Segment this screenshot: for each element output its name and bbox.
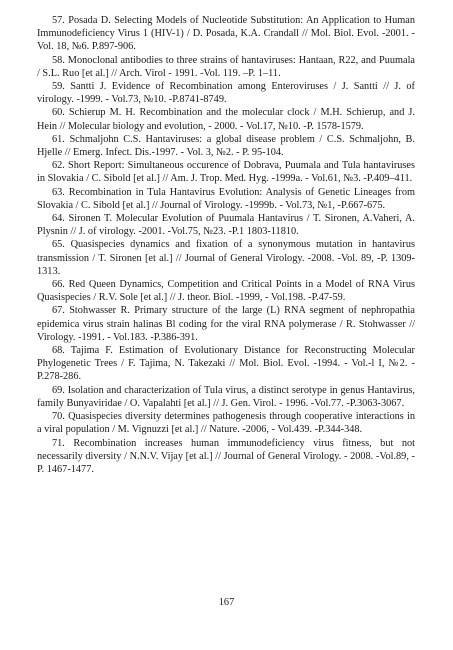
page-number: 167 [218, 597, 235, 608]
reference-66: 66. Red Queen Dynamics, Competition and Critical Points in a Model of RNA Virus Quasispecies / R.V. Sole [et al.] // J. theor. Biol. -1999, - Vol.198. -P.47-59. [37, 279, 415, 304]
reference-67: 67. Stohwasser R. Primary structure of the large (L) RNA segment of nephropathia epidemica virus strain halinas Bl coding for the viral RNA polymerase / R. Stohwasser // Virology. -1991. - Vol.183. -P.386-391. [37, 305, 415, 343]
reference-70: 70. Quasispecies diversity determines pathogenesis through cooperative interactions in a viral population / M. Vignuzzi [et al.] // Nature. -2006, - Vol.439. -P.344-348. [37, 411, 415, 436]
reference-57: 57. Posada D. Selecting Models of Nucleotide Substitution: An Application to Human Immunodeficiency Virus 1 (HIV-1) / D. Posada, K.A. Crandall // Mol. Biol. Evol. -2001. -Vol. 18, №6. P.897-906. [37, 15, 415, 53]
reference-65: 65. Quasispecies dynamics and fixation of a synonymous mutation in hantavirus transmission / T. Sironen [et al.] // Journal of General Virology. -2008. -Vol. 89, -P. 1309-1313. [37, 239, 415, 277]
reference-71: 71. Recombination increases human immunodeficiency virus fitness, but not necessarily diversity / N.N.V. Vijay [et al.] // Journal of General Virology. - 2008. -Vol.89, -P. 1467-1477. [37, 437, 415, 475]
reference-61: 61. Schmaljohn C.S. Hantaviruses: a global disease problem / C.S. Schmaljohn, B. Hjelle // Emerg. Infect. Dis.-1997. - Vol. 3, №2. - P. 95-104. [37, 133, 415, 159]
reference-68: 68. Tajima F. Estimation of Evolutionary Distance for Reconstructing Molecular Phylogenetic Trees / F. Tajima, N. Takezaki // Mol. Biol. Evol. -1994. - Vol.-l I, №2. -P.278-286. [37, 345, 415, 383]
reference-64: 64. Sironen T. Molecular Evolution of Puumala Hantavirus / T. Sironen, A.Vaheri, A. Plysnin // J. of virology. -2001. -Vol.75, №23. -P.1 1803-11810. [37, 213, 415, 238]
reference-69: 69. Isolation and characterization of Tula virus, a distinct serotype in genus Hantavirus, family Bunyaviridae / O. Vapalahti [et al.] // J. Gen. Virol. - 1996. -Vol.77. -P.3063-3067. [37, 384, 415, 409]
reference-60: 60. Schierup M. H. Recombination and the molecular clock / M.H. Schierup, and J. Hein // Molecular biology and evolution, - 2000. - Vol.17, №10. -P. 1578-1579. [37, 107, 415, 132]
reference-list [37, 14, 415, 476]
reference-63: 63. Recombination in Tula Hantavirus Evolution: Analysis of Genetic Lineages from Slovakia / C. Sibold [et al.] // Journal of Virology. -1999b. - Vol.73, №1, -P.667-675. [37, 186, 415, 211]
reference-59: 59. Santti J. Evidence of Recombination among Enteroviruses / J. Santti // J. of virology. -1999. - Vol.73, №10. -P.8741-8749. [37, 81, 415, 106]
reference-62: 62. Short Report: Simultaneous occurence of Dobrava, Puumala and Tula hantaviruses in Slovakia / C. Sibold [et al.] // Am. J. Trop. Med. Hyg. -1999a. - Vol.61, №3. -P.409–411. [37, 160, 415, 185]
reference-58: 58. Monoclonal antibodies to three strains of hantaviruses: Hantaan, R22, and Puumala / S.L. Ruo [et al.] // Arch. Virol - 1991. -Vol. 119. –P. 1–11. [37, 54, 415, 79]
